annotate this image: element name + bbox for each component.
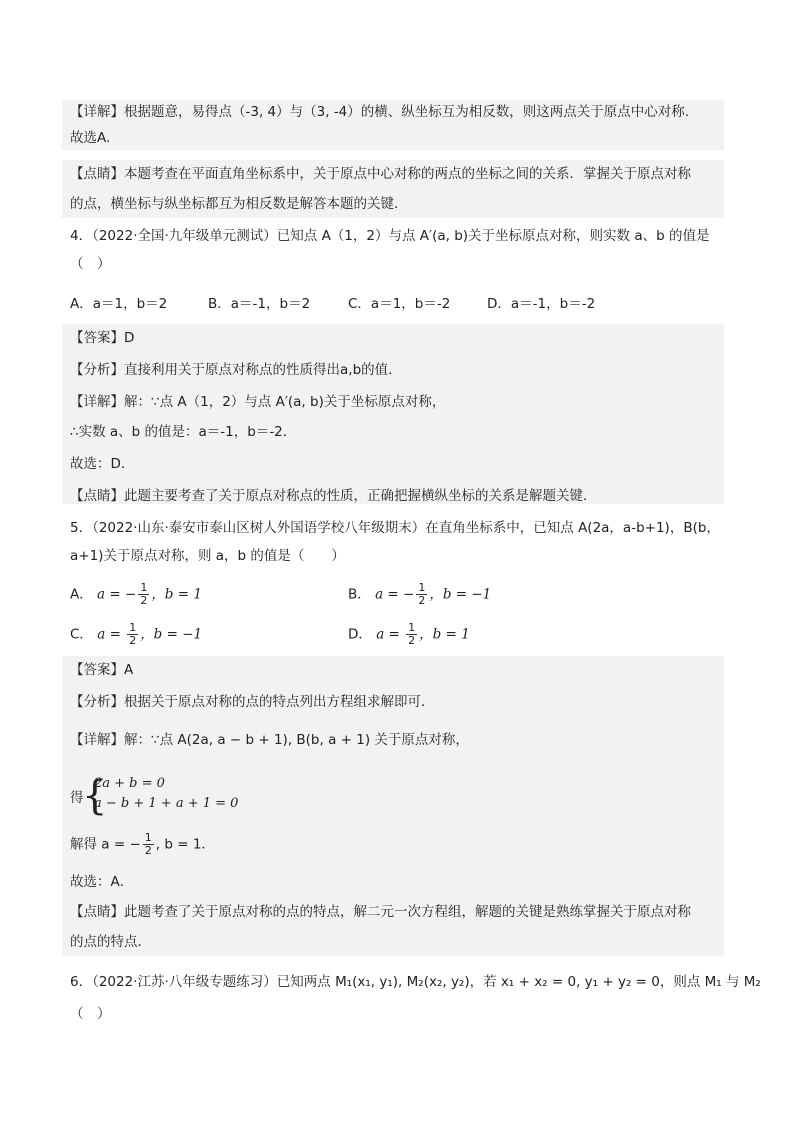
q5-solve-fraction: $\frac{1}{2}$ [144,831,152,857]
q5-option-c: C． a = $\frac{1}{2}$ ，b = −1 [70,621,203,647]
q5-option-c-fraction: $\frac{1}{2}$ [129,621,137,647]
q5-equation-1: 2a + b = 0 [94,776,165,791]
q3-comment-line1: 【点睛】本题考查在平面直角坐标系中，关于原点中心对称的两点的坐标之间的关系．掌握关于原点对称 [70,166,691,182]
q6-stem-line1: 6．（2022·江苏·八年级专题练习）已知两点 M₁(x₁, y₁), M₂(x₂, y₂)，若 x₁ + x₂ = 0, y₁ + y₂ = 0，则点 M₁ 与 M₂ [70,974,761,990]
q4-detail-line1: 【详解】解：∵点 A（1，2）与点 A′(a, b)关于坐标原点对称， [70,394,446,410]
q4-detail-line2: ∴实数 a、b 的值是：a＝-1，b＝-2． [70,424,297,440]
q5-solve: 解得 a = − $\frac{1}{2}$ , b = 1． [70,831,215,857]
q5-detail-line1: 【详解】解：∵点 A(2a, a − b + 1), B(b, a + 1) 关于原点对称， [70,732,469,748]
q5-system-prefix: 得 [70,790,84,806]
q4-stem-line1: 4．（2022·全国·九年级单元测试）已知点 A（1，2）与点 A′(a, b)关于坐标原点对称，则实数 a、b 的值是 [70,228,710,244]
q5-option-d-fraction: $\frac{1}{2}$ [408,621,416,647]
q4-solution-box [62,324,724,504]
q5-analysis: 【分析】根据关于原点对称的点的特点列出方程组求解即可． [70,694,435,710]
q4-stem-line2: （ ） [70,256,111,272]
q5-equation-2: a − b + 1 + a + 1 = 0 [94,796,239,811]
q5-comment-line1: 【点睛】此题考查了关于原点对称的点的特点，解二元一次方程组，解题的关键是熟练掌握关于原点对称 [70,904,691,920]
q4-option-d: D．a＝-1，b＝-2 [487,296,596,312]
q5-option-b: B． a = − $\frac{1}{2}$ ，b = −1 [348,581,492,607]
q5-option-b-fraction: $\frac{1}{2}$ [418,581,426,607]
q5-option-a-fraction: $\frac{1}{2}$ [140,581,148,607]
q4-comment: 【点睛】此题主要考查了关于原点对称点的性质，正确把握横纵坐标的关系是解题关键． [70,488,597,504]
q5-option-d: D． a = $\frac{1}{2}$ ，b = 1 [348,621,470,647]
q4-option-b: B．a＝-1，b＝2 [208,296,311,312]
q5-choose: 故选：A． [70,874,134,890]
q5-option-a: A． a = − $\frac{1}{2}$ ，b = 1 [70,581,202,607]
q5-comment-line2: 的点的特点． [70,934,151,950]
q4-option-c: C．a＝1，b＝-2 [348,296,451,312]
q4-analysis: 【分析】直接利用关于原点对称点的性质得出a,b的值． [70,362,402,378]
q3-comment-line2: 的点，横坐标与纵坐标都互为相反数是解答本题的关键． [70,196,408,212]
q5-stem-line1: 5．（2022·山东·泰安市泰山区树人外国语学校八年级期末）在直角坐标系中，已知点 A(2a，a-b+1)，B(b， [70,520,720,536]
q5-stem-line2: a+1)关于原点对称，则 a，b 的值是（ ） [70,548,345,564]
q3-choose: 故选A. [70,130,111,146]
q6-stem-line2: （ ） [70,1006,111,1022]
q4-option-a: A．a＝1，b＝2 [70,296,168,312]
q5-answer: 【答案】A [70,662,134,678]
left-brace-icon: { [82,773,108,819]
q4-choose: 故选：D． [70,456,135,472]
q4-answer: 【答案】D [70,330,135,346]
q3-detail: 【详解】根据题意，易得点（-3, 4）与（3, -4）的横、纵坐标互为相反数，则这两点关于原点中心对称. [70,104,690,120]
